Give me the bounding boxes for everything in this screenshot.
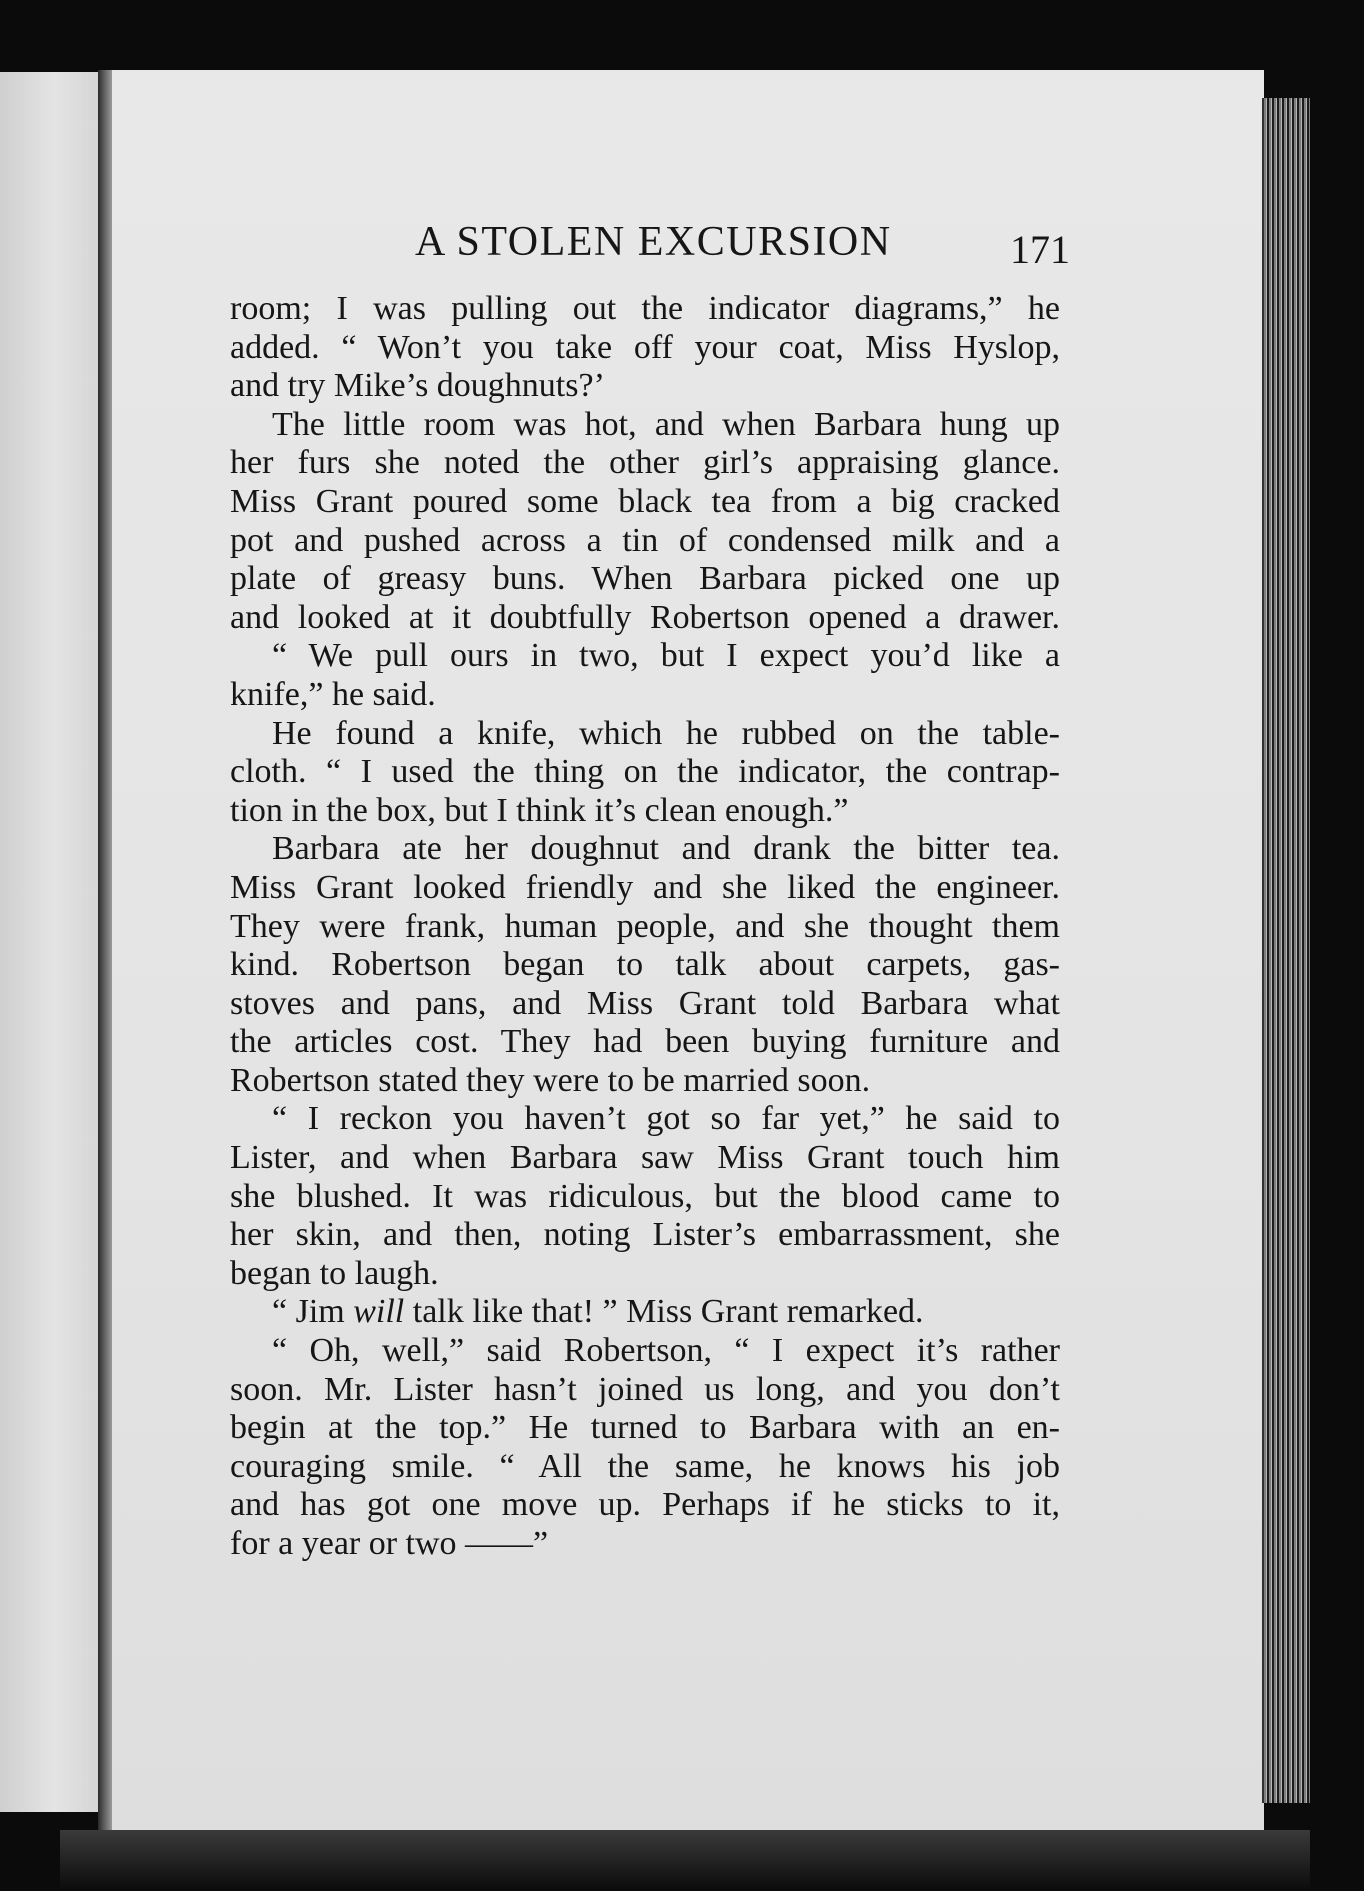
text-line: Barbara ate her doughnut and drank the bitter tea. — [272, 830, 1060, 868]
text-line: and looked at it doubtfully Robertson opened a drawer. — [230, 598, 1060, 636]
body-text — [230, 290, 1060, 1564]
text-line: Miss Grant poured some black tea from a big cracked — [230, 482, 1060, 520]
text-line: the articles cost. They had been buying furniture and — [230, 1023, 1060, 1061]
text-line: cloth. “ I used the thing on the indicator, the contrap- — [230, 753, 1060, 791]
text-line: The little room was hot, and when Barbara hung up — [272, 405, 1060, 443]
text-line: added. “ Won’t you take off your coat, Miss Hyslop, — [230, 328, 1060, 366]
text-line: her skin, and then, noting Lister’s embarrassment, she — [230, 1216, 1060, 1254]
text-line: kind. Robertson began to talk about carpets, gas- — [230, 946, 1060, 984]
text-line: knife,” he said. — [230, 675, 436, 713]
text-line: “ Jim will talk like that! ” Miss Grant remarked. — [272, 1293, 924, 1331]
text-line: pot and pushed across a tin of condensed milk and a — [230, 521, 1060, 559]
text-line: begin at the top.” He turned to Barbara with an en- — [230, 1409, 1060, 1447]
text-line: They were frank, human people, and she thought them — [230, 907, 1060, 945]
text-line: her furs she noted the other girl’s appraising glance. — [230, 444, 1060, 482]
bottom-shadow — [60, 1830, 1310, 1891]
text-line: she blushed. It was ridiculous, but the blood came to — [230, 1177, 1060, 1215]
text-line: “ Oh, well,” said Robertson, “ I expect it’s rather — [272, 1332, 1060, 1370]
running-head: A STOLEN EXCURSION — [415, 219, 892, 265]
emphasis: will — [353, 1293, 405, 1331]
facing-page-edge — [0, 72, 98, 1812]
text-line: stoves and pans, and Miss Grant told Barbara what — [230, 984, 1060, 1022]
text-line: room; I was pulling out the indicator diagrams,” he — [230, 290, 1060, 327]
text-line: couraging smile. “ All the same, he knows his job — [230, 1447, 1060, 1485]
text-line: and try Mike’s doughnuts?’ — [230, 367, 605, 405]
book-gutter — [98, 70, 112, 1830]
text-line: “ We pull ours in two, but I expect you’d like a — [272, 637, 1060, 675]
page-number: 171 — [1010, 227, 1070, 272]
text-line: plate of greasy buns. When Barbara picked one up — [230, 560, 1060, 598]
text-line: He found a knife, which he rubbed on the table- — [272, 714, 1060, 752]
text-line: and has got one move up. Perhaps if he sticks to it, — [230, 1486, 1060, 1524]
text-line: soon. Mr. Lister hasn’t joined us long, and you don’t — [230, 1370, 1060, 1408]
text-line: “ I reckon you haven’t got so far yet,” he said to — [272, 1100, 1060, 1138]
text-line: for a year or two ——” — [230, 1525, 549, 1562]
text-line: tion in the box, but I think it’s clean enough.” — [230, 791, 849, 829]
text-line: Lister, and when Barbara saw Miss Grant touch him — [230, 1139, 1060, 1177]
text-line: Miss Grant looked friendly and she liked the engineer. — [230, 868, 1060, 906]
text-line: Robertson stated they were to be married soon. — [230, 1061, 871, 1099]
text-line: began to laugh. — [230, 1254, 439, 1292]
page-stack-edges — [1262, 98, 1310, 1803]
